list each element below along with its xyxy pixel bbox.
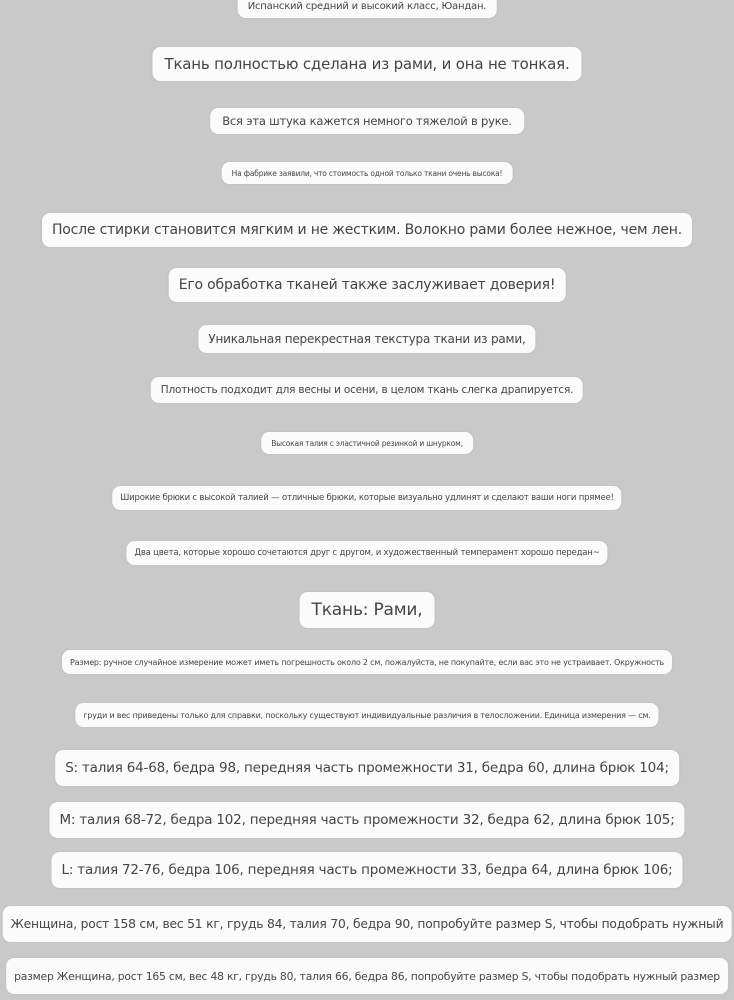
fit-example-2: размер Женщина, рост 165 см, вес 48 кг, грудь 80, талия 66, бедра 86, попробуйте размер S, чтобы подобрать нужный размер bbox=[6, 958, 728, 994]
fit-example-1: Женщина, рост 158 см, вес 51 кг, грудь 84, талия 70, бедра 90, попробуйте размер S, чтобы подобрать нужный bbox=[3, 906, 732, 942]
text-line-after-wash: После стирки становится мягким и не жестким. Волокно рами более нежное, чем лен. bbox=[42, 213, 692, 247]
size-l-row: L: талия 72-76, бедра 106, передняя часть промежности 33, бедра 64, длина брюк 106; bbox=[52, 852, 683, 888]
text-line-fabric-label: Ткань: Рами, bbox=[300, 592, 435, 628]
text-line-density: Плотность подходит для весны и осени, в целом ткань слегка драпируется. bbox=[151, 377, 583, 403]
text-line-factory-cost: На фабрике заявили, что стоимость одной только ткани очень высока! bbox=[222, 162, 513, 184]
size-s-row: S: талия 64-68, бедра 98, передняя часть промежности 31, бедра 60, длина брюк 104; bbox=[55, 750, 679, 786]
text-line-fabric-ramie: Ткань полностью сделана из рами, и она не тонкая. bbox=[152, 47, 581, 81]
size-m-row: M: талия 68-72, бедра 102, передняя часть промежности 32, бедра 62, длина брюк 105; bbox=[49, 802, 684, 838]
text-line-texture: Уникальная перекрестная текстура ткани из рами, bbox=[198, 325, 535, 353]
text-line-brand: Испанский средний и высокий класс, Юандан. bbox=[238, 0, 497, 18]
text-line-processing: Его обработка тканей также заслуживает доверия! bbox=[169, 268, 566, 302]
text-line-size-note-1: Размер: ручное случайное измерение может иметь погрешность около 2 см, пожалуйста, не покупайте, если вас это не устраивает. Окружность bbox=[62, 650, 672, 674]
text-line-two-colors: Два цвета, которые хорошо сочетаются друг с другом, и художественный темперамент хорошо передан~ bbox=[126, 541, 607, 565]
text-line-size-note-2: груди и вес приведены только для справки, поскольку существуют индивидуальные различия в телосложении. Единица измерения — см. bbox=[75, 703, 658, 727]
text-line-wide-pants: Широкие брюки с высокой талией — отличные брюки, которые визуально удлинят и сделают ваши ноги прямее! bbox=[112, 486, 621, 510]
text-line-heavy-feel: Вся эта штука кажется немного тяжелой в руке. bbox=[210, 108, 524, 134]
text-line-high-waist: Высокая талия с эластичной резинкой и шнурком, bbox=[261, 432, 473, 454]
